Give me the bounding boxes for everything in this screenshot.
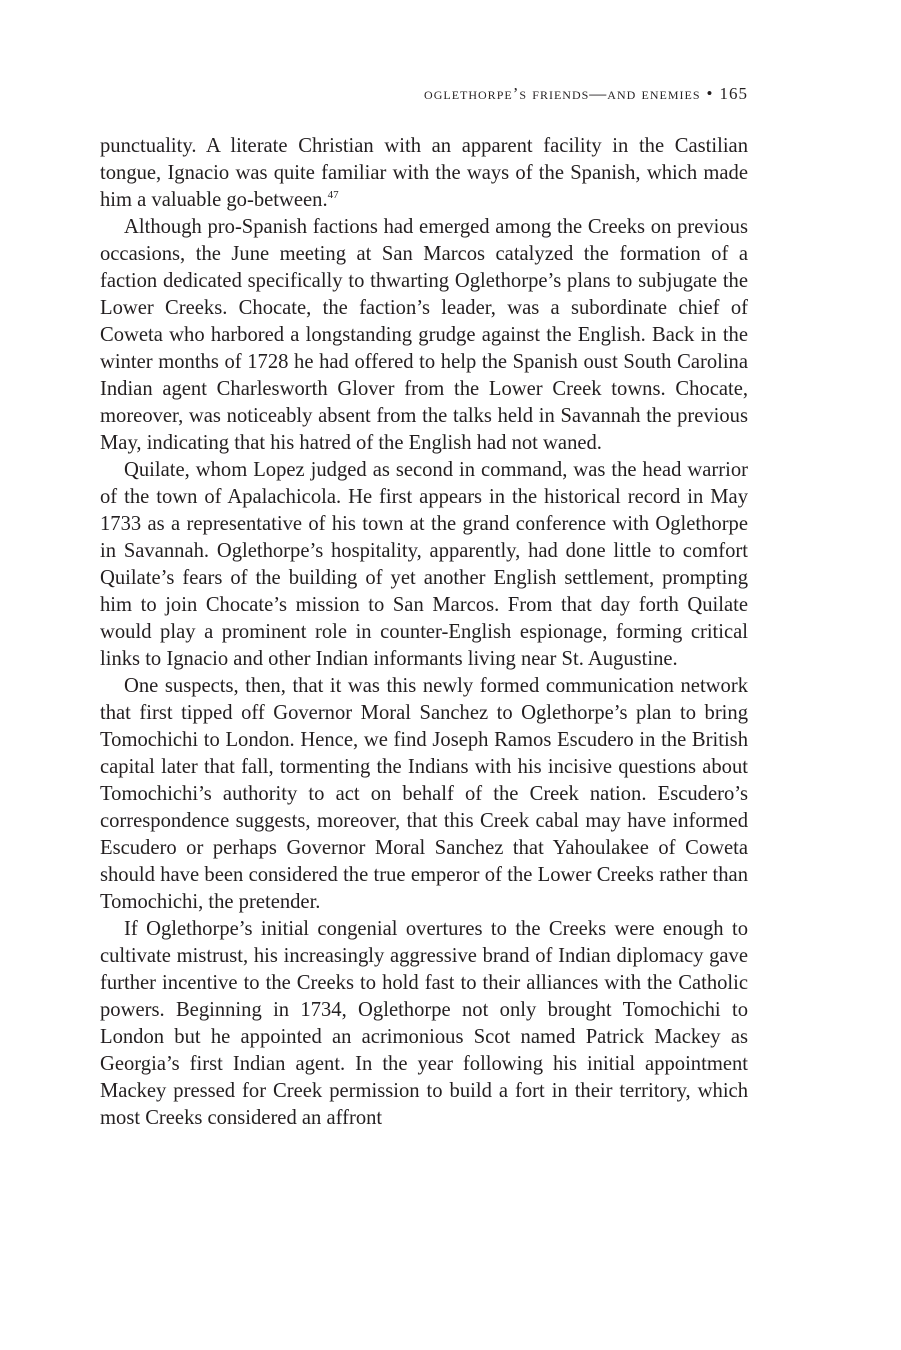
paragraph: If Oglethorpe’s initial congenial overtures to the Creeks were enough to cultivate mistrust, his increasingly aggressive brand of Indian diplomacy gave further incentive to the Creeks to hold fast to their alliances with the Catholic powers. Beginning in 1734, Oglethorpe not only brought Tomochichi to London but he appointed an acrimonious Scot named Patrick Mackey as Georgia’s first Indian agent. In the year following his initial appointment Mackey pressed for Creek permission to build a fort in their territory, which most Creeks considered an affront (100, 918, 748, 1129)
page-number: 165 (719, 84, 748, 103)
paragraph: Although pro-Spanish factions had emerged among the Creeks on previous occasions, the June meeting at San Marcos catalyzed the formation of a faction dedicated specifically to thwarting Oglethorpe’s plans to subjugate the Lower Creeks. Chocate, the faction’s leader, was a subordinate chief of Coweta who harbored a longstanding grudge against the English. Back in the winter months of 1728 he had offered to help the Spanish oust South Carolina Indian agent Charlesworth Glover from the Lower Creek towns. Chocate, moreover, was noticeably absent from the talks held in Savannah the previous May, indicating that his hatred of the English had not waned. (100, 216, 748, 454)
paragraph-text: punctuality. A literate Christian with an apparent facility in the Castilian tongue, Ignacio was quite familiar with the ways of the Spanish, which made him a valuable go-between. (100, 135, 748, 211)
running-head-separator: • (706, 84, 714, 103)
body-text (100, 133, 748, 1132)
running-head-title: oglethorpe’s friends—and enemies (424, 84, 701, 103)
footnote-reference[interactable]: 47 (327, 189, 339, 201)
paragraph (100, 133, 748, 214)
paragraph: Quilate, whom Lopez judged as second in command, was the head warrior of the town of Apalachicola. He first appears in the historical record in May 1733 as a representative of his town at the grand conference with Oglethorpe in Savannah. Oglethorpe’s hospitality, apparently, had done little to comfort Quilate’s fears of the building of yet another English settlement, prompting him to join Chocate’s mission to San Marcos. From that day forth Quilate would play a prominent role in counter-English espionage, forming critical links to Ignacio and other Indian informants living near St. Augustine. (100, 459, 748, 670)
paragraph: One suspects, then, that it was this newly formed communication network that first tipped off Governor Moral Sanchez to Oglethorpe’s plan to bring Tomochichi to London. Hence, we find Joseph Ramos Escudero in the British capital later that fall, tormenting the Indians with his incisive questions about Tomochichi’s authority to act on behalf of the Creek nation. Escudero’s correspondence suggests, moreover, that this Creek cabal may have informed Escudero or perhaps Governor Moral Sanchez that Yahoulakee of Coweta should have been considered the true emperor of the Lower Creeks rather than Tomochichi, the pretender. (100, 675, 748, 913)
running-head (100, 82, 748, 106)
